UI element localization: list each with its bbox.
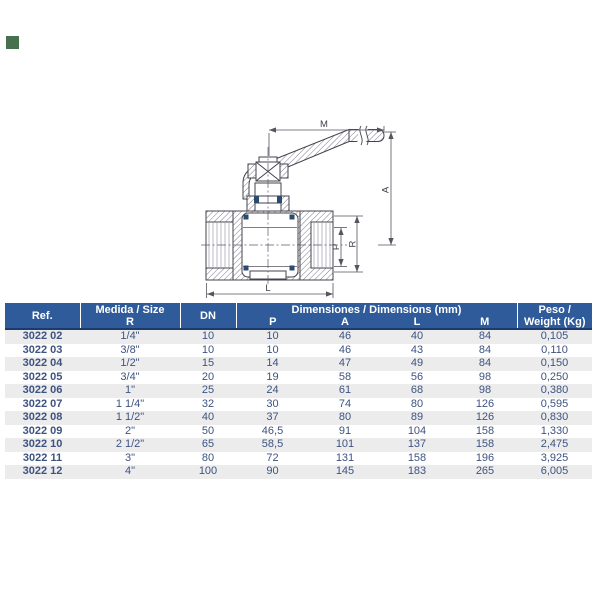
header-weight-line2: Weight (Kg) (523, 315, 586, 328)
cell-dn: 10 (201, 330, 215, 343)
cell-m: 84 (478, 357, 492, 370)
cell-p: 46,5 (261, 424, 284, 437)
header-size: Medida / Size (80, 303, 180, 316)
cell-l: 56 (410, 370, 424, 383)
cell-p: 19 (266, 370, 279, 383)
cell-m: 126 (475, 411, 495, 424)
cell-l: 137 (407, 438, 427, 451)
cell-dn: 20 (201, 370, 215, 383)
cell-a: 46 (338, 343, 352, 356)
cell-dn: 25 (201, 384, 215, 397)
cell-a: 131 (335, 451, 355, 464)
cell-size: 2 1/2" (115, 438, 145, 451)
cell-size: 3/8" (120, 343, 140, 356)
cell-weight: 0,380 (540, 384, 569, 397)
header-sub-a: A (309, 316, 381, 329)
table-row (5, 384, 592, 398)
table-header (5, 303, 592, 329)
cell-size: 3" (124, 451, 136, 464)
cell-ref: 3022 03 (22, 343, 63, 356)
cell-weight: 0,110 (541, 343, 568, 356)
cell-p: 24 (266, 384, 279, 397)
cell-a: 80 (338, 411, 352, 424)
cell-a: 91 (338, 424, 352, 437)
cell-ref: 3022 12 (22, 465, 63, 478)
corner-color-square (6, 36, 19, 49)
cell-ref: 3022 08 (22, 411, 63, 424)
cell-l: 80 (410, 397, 424, 410)
cell-l: 158 (407, 451, 427, 464)
dim-label-m: M (320, 119, 328, 130)
cell-size: 2" (124, 424, 136, 437)
cell-size: 1" (124, 384, 136, 397)
table-row (5, 452, 592, 466)
cell-weight: 0,595 (540, 397, 569, 410)
cell-dn: 50 (201, 424, 215, 437)
cell-m: 158 (475, 424, 495, 437)
cell-m: 126 (475, 397, 495, 410)
cell-ref: 3022 05 (22, 370, 63, 383)
valve-diagram (200, 110, 405, 300)
cell-l: 104 (407, 424, 427, 437)
cell-weight: 0,105 (540, 330, 569, 343)
cell-size: 1/2" (120, 357, 140, 370)
cell-m: 196 (475, 451, 495, 464)
cell-ref: 3022 09 (22, 424, 63, 437)
cell-m: 158 (475, 438, 495, 451)
cell-weight: 0,150 (540, 357, 569, 370)
cell-size: 4" (124, 465, 136, 478)
cell-p: 72 (266, 451, 279, 464)
table-row (5, 411, 592, 425)
cell-ref: 3022 06 (22, 384, 63, 397)
table-row (5, 329, 592, 344)
cell-l: 68 (410, 384, 424, 397)
cell-p: 10 (266, 330, 279, 343)
header-sub-p: P (236, 316, 309, 329)
dim-label-p: P (331, 243, 342, 251)
dim-label-a: A (380, 186, 392, 194)
cell-a: 46 (338, 330, 352, 343)
dimensions-table (5, 303, 592, 479)
cell-a: 74 (338, 397, 352, 410)
cell-size: 1/4" (120, 330, 140, 343)
cell-dn: 100 (198, 465, 218, 478)
cell-dn: 40 (201, 411, 215, 424)
cell-weight: 3,925 (540, 451, 569, 464)
cell-ref: 3022 11 (22, 451, 63, 464)
cell-ref: 3022 07 (22, 397, 63, 410)
table-row (5, 371, 592, 385)
table-row (5, 465, 592, 479)
cell-m: 98 (478, 384, 492, 397)
table-row (5, 438, 592, 452)
cell-dn: 32 (201, 397, 215, 410)
cell-m: 84 (478, 343, 492, 356)
cell-ref: 3022 02 (22, 330, 63, 343)
cell-weight: 1,330 (540, 424, 569, 437)
header-dn: DN (180, 303, 236, 329)
cell-dn: 65 (201, 438, 215, 451)
cell-l: 49 (410, 357, 424, 370)
cell-dn: 15 (201, 357, 215, 370)
dim-label-r: R (347, 240, 359, 248)
dim-label-l: L (265, 283, 271, 294)
valve-diagram-svg (200, 110, 405, 300)
cell-weight: 0,250 (540, 370, 569, 383)
cell-l: 40 (410, 330, 424, 343)
cell-a: 145 (335, 465, 355, 478)
cell-weight: 0,830 (540, 411, 569, 424)
cell-dn: 10 (201, 343, 215, 356)
cell-size: 1 1/4" (115, 397, 145, 410)
header-weight (517, 303, 592, 329)
cell-a: 58 (338, 370, 352, 383)
table-row (5, 425, 592, 439)
table-row (5, 357, 592, 371)
header-size-r: R (80, 316, 180, 329)
cell-weight: 2,475 (540, 438, 569, 451)
cell-dn: 80 (201, 451, 215, 464)
header-ref: Ref. (5, 303, 80, 329)
cell-m: 84 (478, 330, 492, 343)
cell-size: 3/4" (120, 370, 140, 383)
header-sub-l: L (381, 316, 453, 329)
table-body (5, 329, 592, 479)
cell-l: 183 (407, 465, 427, 478)
cell-p: 14 (266, 357, 279, 370)
cell-p: 90 (266, 465, 279, 478)
cell-ref: 3022 04 (22, 357, 63, 370)
cell-weight: 6,005 (540, 465, 569, 478)
cell-p: 30 (266, 397, 279, 410)
cell-l: 89 (410, 411, 424, 424)
cell-m: 265 (475, 465, 495, 478)
cell-m: 98 (478, 370, 492, 383)
header-weight-line1: Peso / (538, 303, 571, 316)
cell-l: 43 (410, 343, 424, 356)
cell-a: 101 (335, 438, 355, 451)
cell-p: 58,5 (261, 438, 284, 451)
cell-p: 10 (266, 343, 279, 356)
cell-a: 47 (338, 357, 352, 370)
header-sub-m: M (453, 316, 517, 329)
cell-a: 61 (338, 384, 352, 397)
header-dimensions-group: Dimensiones / Dimensions (mm) (236, 303, 517, 316)
cell-ref: 3022 10 (22, 438, 63, 451)
cell-p: 37 (266, 411, 279, 424)
cell-size: 1 1/2" (115, 411, 145, 424)
table-row (5, 398, 592, 412)
table-row (5, 344, 592, 358)
